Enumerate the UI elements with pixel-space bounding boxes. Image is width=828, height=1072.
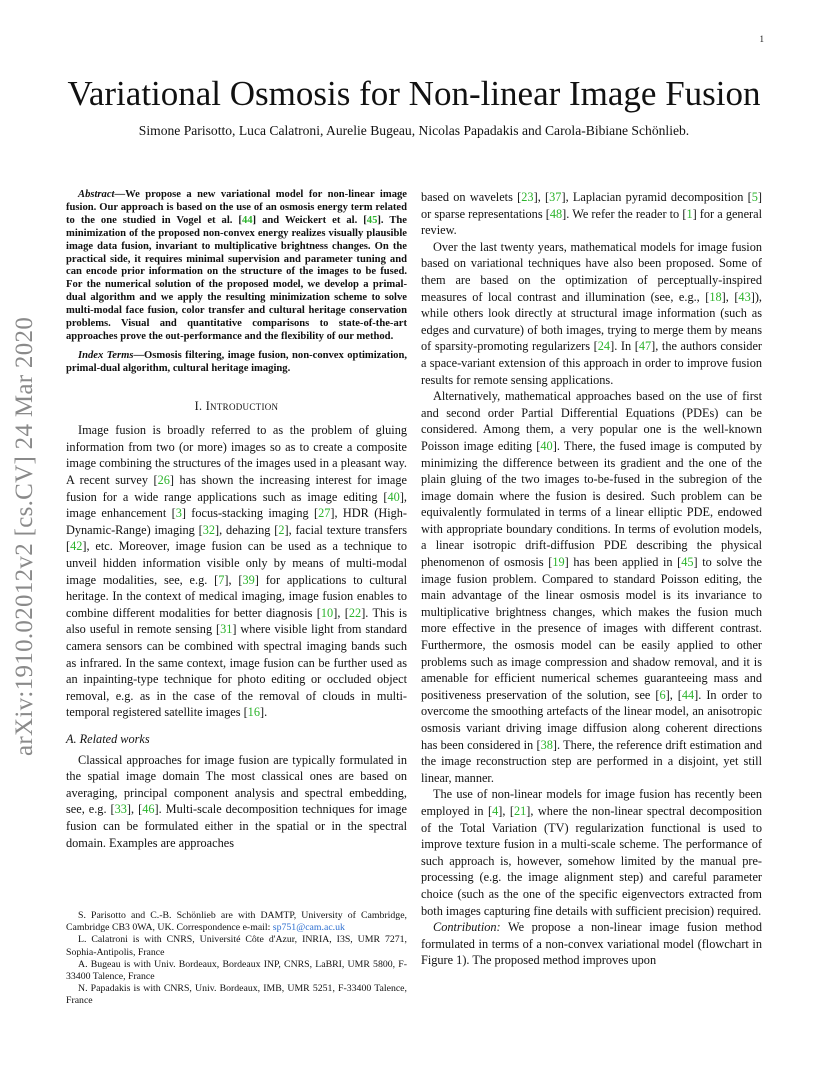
email-link[interactable]: sp751@cam.ac.uk (272, 922, 345, 934)
citation-link[interactable]: 40 (540, 438, 553, 453)
intro-paragraph: Image fusion is broadly referred to as the problem of gluing information from two (or more) images so as to create a composite image combining the structures of the images used in a pleasant way. A recent survey [26] has shown the increasing interest for image fusion for a wide range applications such as image editing [40], image enhancement [3] focus-stacking imaging [27], HDR (High-Dynamic-Range) imaging [32], dehazing [2], facial texture transfers [42], etc. Moreover, image fusion can be used as a technique to unveil hidden information visible only by means of multi-modal image modalities, see, e.g. [7], [39] for applications to cultural heritage. In the context of medical imaging, image fusion enables to combine different modalities for better diagnosis [10], [22]. This is also useful in remote sensing [31] where visible light from standard camera sensors can be combined with spectral imaging bands such as infrared. In the same context, image fusion can be further used as an inpainting-type technique for photo editing or occluded object removal, e.g. as in the case of the removal of clouds in multi-temporal registered satellite images [16]. (66, 423, 408, 720)
citation-link[interactable]: 24 (597, 339, 611, 354)
citation-link[interactable]: 10 (320, 605, 334, 620)
citation-link[interactable]: 2 (278, 522, 285, 537)
citation-link[interactable]: 22 (348, 605, 362, 620)
citation-link[interactable]: 5 (751, 190, 758, 204)
citation-link[interactable]: 47 (638, 339, 652, 354)
right-paragraph-2: Over the last twenty years, mathematical models for image fusion based on variational techniques have also been proposed. Some of them are based on the optimization of perceptually-inspired measures of local contrast and illumination (see, e.g., [18], [43]), while others look directly at structural image information (such as edges and curvature) of both images, trying to merge them by means of sparsity-promoting regularizers [24]. In [47], the authors consider a space-variant extension of this approach in order to improve fusion results for remote sensing applications. (421, 239, 762, 387)
subsection-heading-related-works: A. Related works (66, 731, 150, 746)
citation-link[interactable]: 18 (709, 289, 722, 304)
citation-link[interactable]: 46 (142, 802, 155, 817)
citation-link[interactable]: 44 (241, 214, 253, 226)
citation-link[interactable]: 23 (521, 190, 534, 204)
citation-link[interactable]: 16 (247, 705, 260, 720)
citation-link[interactable]: 37 (549, 190, 562, 204)
paper-title: Variational Osmosis for Non-linear Image Fusion (67, 74, 761, 113)
contribution-paragraph (421, 919, 762, 969)
citation-link[interactable]: 19 (552, 555, 565, 570)
footnote-1-text: S. Parisotto and C.-B. Schönlieb are with DAMTP, University of Cambridge, Cambridge CB3 0WA, UK. Correspondence e-mail: (66, 910, 407, 934)
citation-link[interactable]: 45 (681, 555, 694, 570)
index-terms-text: —Osmosis filtering, image fusion, non-convex optimization, primal-dual algorithm, cultural heritage imaging. (66, 349, 407, 374)
author-list: Simone Parisotto, Luca Calatroni, Aurelie Bugeau, Nicolas Papadakis and Carola-Bibiane Schönlieb. (138, 123, 690, 138)
citation-link[interactable]: 7 (218, 572, 225, 587)
section-heading-introduction: I. Introduction (194, 398, 279, 413)
index-terms-label: Index Terms (78, 349, 134, 361)
right-paragraph-1: based on wavelets [23], [37], Laplacian pyramid decomposition [5] or sparse representations [48]. We refer the reader to [1] for a general review. (421, 190, 762, 238)
citation-link[interactable]: 48 (549, 206, 563, 221)
citation-link[interactable]: 38 (540, 737, 553, 752)
footnote-3: A. Bugeau is with Univ. Bordeaux, Bordeaux INP, CNRS, LaBRI, UMR 5800, F-33400 Talence, France (66, 958, 407, 983)
page-number: 1 (759, 34, 764, 44)
citation-link[interactable]: 39 (242, 572, 255, 587)
citation-link[interactable]: 32 (202, 522, 216, 537)
author-affiliations-footnote (66, 910, 407, 1008)
abstract-text: —We propose a new variational model for non-linear image fusion. Our approach is based on the use of an osmosis energy term related to the one studied in Vogel et al. [44] and Weickert et al. [45]. The minimization of the proposed non-convex energy realizes visually plausible image data fusion, invariant to multiplicative brightness changes. On the practical side, it requires minimal supervision and parameter tuning and can encode prior information on the structure of the images to be fused. For the numerical solution of the proposed model, we develop a primal-dual algorithm and we apply the resulting minimization scheme to solve multi-modal face fusion, color transfer and cultural heritage conservation problems. Visual and quantitative comparisons to state-of-the-art approaches prove the out-performance and the flexibility of our method. (66, 189, 407, 342)
right-paragraph-4: The use of non-linear models for image fusion has recently been employed in [4], [21], where the non-linear spectral decomposition of the Total Variation (TV) regularization functional is used to improve texture fusion in a multi-scale scheme. The performance of such approach is, however, somehow limited by the manual pre-processing (e.g. the image alignment step) and careful parameter choice (such as the one of the specific eigenvectors extracted from both images capturing fine details with sufficient precision) required. (421, 787, 762, 918)
right-paragraph-3: Alternatively, mathematical approaches based on the use of first and second order Partial Differential Equations (PDEs) can be considered. Among them, a very popular one is the well-known Poisson image editing [40]. There, the fused image is computed by minimizing the difference between its gradient and the one of the plain gluing of the two images to-be-fused in the subregion of the image domain where the fusion is desired. Such problem can be equivalently formulated in terms of a linear elliptic PDE, endowed with appropriate boundary conditions. In terms of evolution models, a linear isotropic drift-diffusion PDE describing the physical phenomenon of osmosis [19] has been applied in [45] to solve the image fusion problem. Compared to standard Poisson editing, the main advantage of the linear osmosis model is its invariance to multiplicative brightness changes, which makes the fusion much more effective in the presence of images with different contrast. Furthermore, the osmosis model can be easily applied to other problems such as image compression and shadow removal, and it is amenable for efficient numerical schemes guaranteeing mass and positiveness preservation of the solution, see [6], [44]. In order to overcome the smoothing artefacts of the linear model, an anisotropic osmosis variant driving image diffusion along coherent directions has been considered in [38]. There, the reference drift estimation and the image reconstruction step are performed in a disjoint, yet still linear, manner. (421, 389, 763, 785)
citation-link[interactable]: 6 (659, 687, 666, 702)
arxiv-stamp[interactable]: arXiv:1910.02012v2 [cs.CV] 24 Mar 2020 (11, 316, 38, 756)
footnote-1 (66, 910, 407, 934)
citation-link[interactable]: 33 (114, 802, 127, 817)
citation-link[interactable]: 1 (686, 206, 693, 221)
contribution-label: Contribution: (433, 920, 501, 935)
citation-link[interactable]: 43 (738, 289, 751, 304)
citation-link[interactable]: 21 (513, 803, 527, 818)
citation-link[interactable]: 27 (318, 506, 331, 521)
index-terms (66, 350, 407, 376)
right-column (421, 189, 762, 969)
citation-link[interactable]: 31 (220, 622, 233, 637)
citation-link[interactable]: 45 (366, 214, 378, 226)
contribution-text: We propose a non-linear image fusion method formulated in terms of a non-convex variational model (flowchart in Figure 1). The proposed method improves upon (421, 920, 762, 968)
footnote-2: L. Calatroni is with CNRS, Université Côte d'Azur, INRIA, I3S, UMR 7271, Sophia-Antipolis, France (66, 934, 407, 958)
citation-link[interactable]: 3 (175, 506, 182, 521)
citation-link[interactable]: 44 (681, 687, 695, 702)
citation-link[interactable]: 42 (70, 539, 83, 554)
citation-link[interactable]: 40 (387, 489, 400, 504)
abstract-label: Abstract (78, 189, 115, 200)
abstract (66, 189, 407, 344)
citation-link[interactable]: 4 (492, 803, 499, 818)
left-column (66, 189, 407, 851)
footnote-4: N. Papadakis is with CNRS, Univ. Bordeaux, IMB, UMR 5251, F-33400 Talence, France (66, 983, 407, 1007)
related-works-paragraph: Classical approaches for image fusion are typically formulated in the spatial image domain The most classical ones are based on averaging, principal component analysis and spectral embedding, see, e.g. [33], [46]. Multi-scale decomposition techniques for image fusion can be formulated either in the spatial or in the spectral domain. Examples are approaches (66, 752, 407, 850)
citation-link[interactable]: 26 (157, 473, 170, 488)
